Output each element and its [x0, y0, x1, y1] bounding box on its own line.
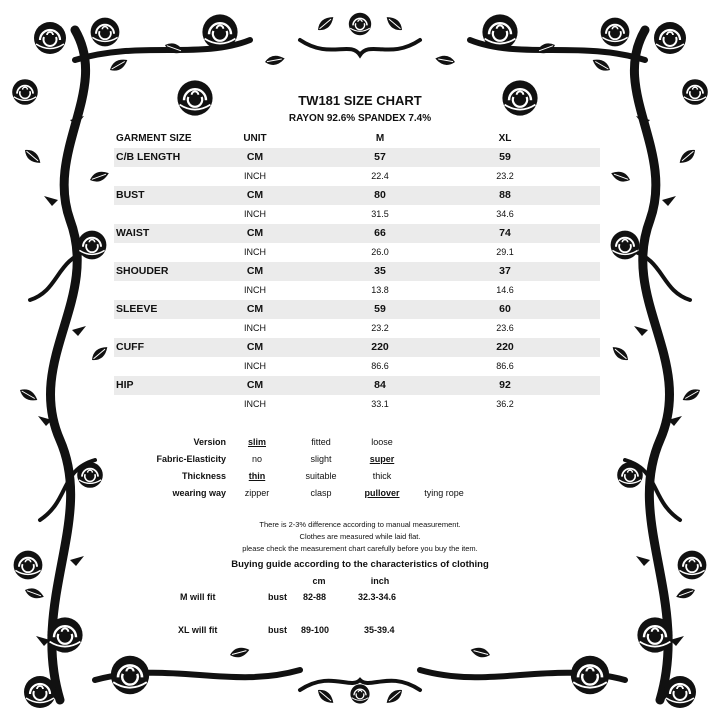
attribute-row: [0, 485, 720, 502]
value-xl-cm: 60: [499, 303, 511, 315]
unit-inch: INCH: [244, 399, 266, 409]
value-xl-cm: 59: [499, 151, 511, 163]
note-difference: There is 2-3% difference according to manual measurement.: [259, 520, 461, 529]
attribute-row: [0, 451, 720, 468]
measure-name: CUFF: [116, 341, 144, 353]
value-m-inch: 13.8: [371, 285, 389, 295]
guide-xl-part: bust: [268, 625, 287, 635]
unit-inch: INCH: [244, 247, 266, 257]
value-m-cm: 35: [374, 265, 386, 277]
table-row-cm: [114, 338, 600, 357]
fabric-composition: RAYON 92.6% SPANDEX 7.4%: [288, 113, 432, 124]
table-row-cm: [114, 262, 600, 281]
header-garment-size: GARMENT SIZE: [116, 133, 192, 144]
measure-name: SHOUDER: [116, 265, 169, 277]
unit-cm: CM: [246, 341, 264, 353]
header-unit: UNIT: [243, 133, 267, 144]
table-body: [114, 148, 600, 414]
table-row-cm: [114, 186, 600, 205]
table-row-inch: [114, 319, 600, 338]
unit-cm: CM: [246, 189, 264, 201]
table-row-inch: [114, 167, 600, 186]
value-m-inch: 31.5: [371, 209, 389, 219]
attribute-option: zipper: [244, 488, 270, 498]
attribute-option-selected: thin: [248, 471, 266, 481]
attribute-option: fitted: [311, 437, 331, 447]
guide-col-inch: inch: [370, 576, 390, 586]
value-m-inch: 23.2: [371, 323, 389, 333]
attribute-option: thick: [372, 471, 392, 481]
value-xl-cm: 74: [499, 227, 511, 239]
value-xl-cm: 92: [499, 379, 511, 391]
guide-xl-inch: 35-39.4: [364, 625, 395, 635]
table-row-cm: [114, 148, 600, 167]
table-row-inch: [114, 281, 600, 300]
value-xl-inch: 23.6: [496, 323, 514, 333]
buying-guide-title: Buying guide according to the characteristics of clothing: [231, 559, 489, 570]
unit-cm: CM: [246, 265, 264, 277]
value-m-cm: 59: [374, 303, 386, 315]
note-check-chart: please check the measurement chart carefully before you buy the item.: [242, 544, 478, 553]
table-row-cm: [114, 376, 600, 395]
unit-cm: CM: [246, 303, 264, 315]
unit-inch: INCH: [244, 171, 266, 181]
guide-xl-cm: 89-100: [301, 625, 330, 635]
attribute-option: clasp: [310, 488, 332, 498]
measure-name: WAIST: [116, 227, 150, 239]
value-xl-inch: 34.6: [496, 209, 514, 219]
unit-cm: CM: [246, 227, 264, 239]
guide-m-inch: 32.3-34.6: [358, 592, 397, 602]
attribute-option-selected: slim: [247, 437, 266, 447]
value-xl-inch: 36.2: [496, 399, 514, 409]
value-xl-cm: 88: [499, 189, 511, 201]
guide-m-cm: 82-88: [303, 592, 327, 602]
attribute-option-selected: pullover: [364, 488, 400, 498]
table-row-cm: [114, 224, 600, 243]
value-xl-cm: 37: [499, 265, 511, 277]
size-table: [114, 130, 600, 414]
header-size-xl: XL: [498, 133, 512, 144]
guide-m-part: bust: [268, 592, 287, 602]
value-m-inch: 86.6: [371, 361, 389, 371]
attribute-option: no: [251, 454, 262, 464]
value-m-inch: 22.4: [371, 171, 389, 181]
value-m-inch: 33.1: [371, 399, 389, 409]
value-xl-inch: 23.2: [496, 171, 514, 181]
table-row-cm: [114, 300, 600, 319]
unit-inch: INCH: [244, 285, 266, 295]
value-m-cm: 57: [374, 151, 386, 163]
table-header-row: [114, 130, 600, 148]
attribute-row: [0, 434, 720, 451]
unit-cm: CM: [246, 379, 264, 391]
guide-m-label: M will fit: [180, 592, 216, 602]
attribute-row: [0, 468, 720, 485]
unit-cm: CM: [246, 151, 264, 163]
attribute-label: Thickness: [181, 471, 226, 481]
value-xl-inch: 14.6: [496, 285, 514, 295]
table-row-inch: [114, 357, 600, 376]
value-xl-inch: 86.6: [496, 361, 514, 371]
note-laid-flat: Clothes are measured while laid flat.: [299, 532, 421, 541]
header-size-m: M: [375, 133, 385, 144]
unit-inch: INCH: [244, 323, 266, 333]
attribute-label: Fabric-Elasticity: [156, 454, 226, 464]
value-m-inch: 26.0: [371, 247, 389, 257]
guide-col-cm: cm: [312, 576, 326, 586]
attribute-option: tying rope: [424, 488, 464, 498]
value-xl-cm: 220: [496, 341, 514, 353]
measure-name: SLEEVE: [116, 303, 158, 315]
table-row-inch: [114, 395, 600, 414]
value-m-cm: 66: [374, 227, 386, 239]
measure-name: C/B LENGTH: [116, 151, 181, 163]
value-m-cm: 80: [374, 189, 386, 201]
attribute-option-selected: super: [369, 454, 395, 464]
unit-inch: INCH: [244, 361, 266, 371]
attribute-option: slight: [310, 454, 332, 464]
value-m-cm: 220: [371, 341, 389, 353]
chart-title: TW181 SIZE CHART: [298, 93, 422, 108]
attribute-label: Version: [193, 437, 226, 447]
value-m-cm: 84: [374, 379, 386, 391]
table-row-inch: [114, 243, 600, 262]
attribute-label: wearing way: [172, 488, 226, 498]
attribute-option: loose: [371, 437, 393, 447]
measure-name: BUST: [116, 189, 145, 201]
unit-inch: INCH: [244, 209, 266, 219]
value-xl-inch: 29.1: [496, 247, 514, 257]
table-row-inch: [114, 205, 600, 224]
attribute-option: suitable: [305, 471, 337, 481]
guide-xl-label: XL will fit: [178, 625, 218, 635]
measure-name: HIP: [116, 379, 134, 391]
